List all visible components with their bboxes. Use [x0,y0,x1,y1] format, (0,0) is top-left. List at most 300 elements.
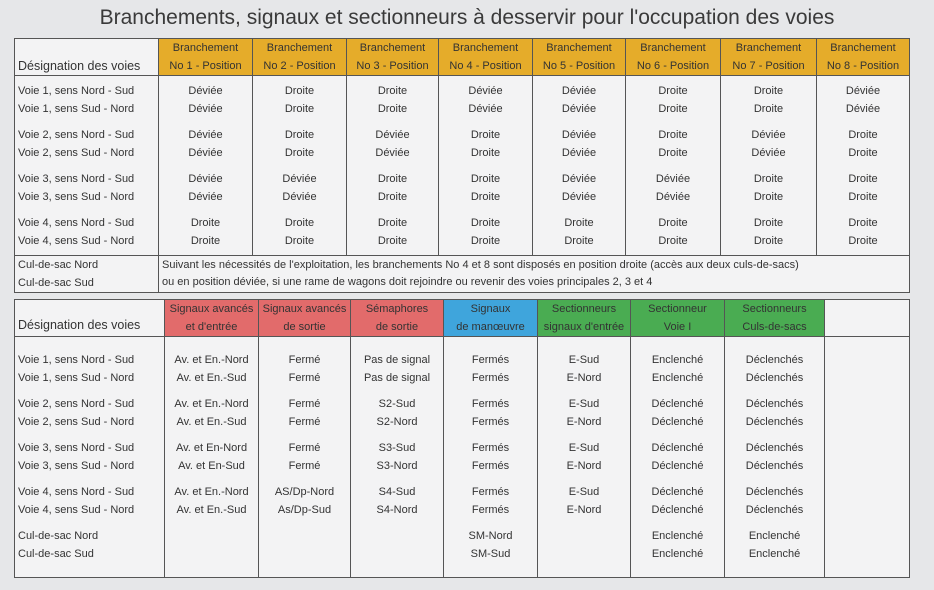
row-label: Voie 4, sens Sud - Nord [18,234,135,247]
row-label: Voie 3, sens Nord - Sud [18,173,135,185]
cell-value: Droite [753,102,784,115]
cell-value [825,440,909,458]
cell-value-stack [253,76,346,250]
cul-labels-cell [15,256,159,293]
data-column [533,76,626,256]
row-gap [351,431,443,440]
cul-label: Cul-de-sac Nord [18,259,99,271]
cell-value: Droite [658,146,688,159]
row-gap [533,118,625,127]
data-column [817,76,910,256]
cell-value: Droite [470,190,501,203]
cell-value: Déclenchés [745,371,804,384]
header-line: Voie I [663,321,692,333]
table-header-row [15,300,910,337]
row-gap [725,475,824,484]
header-line: Culs-de-sacs [742,321,807,333]
cell-value [825,502,909,520]
data-column [825,337,910,578]
column-header [351,300,444,337]
column-header [259,300,351,337]
row-gap [351,387,443,396]
row-gap [351,519,443,528]
cell-value: Pas de signal [363,371,431,384]
row-gap [18,206,158,215]
row-gap [444,475,537,484]
cell-value: AS/Dp-Nord [274,486,335,498]
header-line: Signaux [470,303,511,315]
row-gap [18,118,158,127]
cell-value [825,352,909,370]
cul-de-sac-row [15,256,910,293]
cell-value: Déviée [561,190,597,203]
cell-value: Droite [284,217,315,229]
cell-value: Déviée [561,129,597,141]
cell-value-stack [159,76,252,250]
branchements-table [14,38,910,293]
cell-value: Déviée [375,129,410,141]
cell-value: Déviée [561,146,597,159]
cell-value: Fermé [288,398,321,410]
cell-value: Enclenché [651,547,704,560]
cell-value: Fermé [288,371,321,384]
cell-value: Déviée [188,173,223,185]
cell-value: E-Nord [566,503,602,516]
cell-value: Déviée [751,129,786,141]
cell-value: Déclenché [651,398,704,410]
header-line: Sémaphores [365,303,429,315]
data-column [347,76,439,256]
header-line: Signaux avancés [169,303,254,315]
cell-value: Fermé [288,354,321,366]
cell-value [538,546,630,564]
row-gap [347,162,438,171]
note-line: ou en position déviée, si une rame de wagons doit rejoindre ou revenir des voies principales 2, 3 et 4 [162,276,653,288]
cell-value: Droite [848,173,878,185]
cell-value: Droite [848,129,878,141]
column-header [721,39,817,76]
cell-value: Droite [658,217,688,229]
header-line: No 1 - Position [169,60,242,72]
row-gap [817,206,909,215]
cell-value: Fermés [471,503,510,516]
cell-value: Déclenché [651,486,704,498]
cell-value: Av. et En.-Nord [174,486,249,498]
cell-value: Pas de signal [363,354,431,366]
cell-value: E-Nord [566,415,602,428]
cell-value: Droite [470,146,501,159]
cell-value: SM-Nord [468,530,513,542]
cell-value [825,414,909,432]
cell-value [259,546,350,564]
row-gap [259,387,350,396]
row-gap [439,162,532,171]
header-line: et d'entrée [185,321,238,333]
row-gap [631,387,724,396]
cell-value: Droite [470,173,501,185]
cell-value: Déclenché [651,459,704,472]
cell-value: SM-Sud [470,547,511,560]
header-line: Branchement [172,42,239,54]
cell-value: Enclenché [651,530,704,542]
cell-value [825,370,909,388]
cell-value [825,396,909,414]
cell-value: Droite [377,234,408,247]
cell-value: Av. et En.-Nord [174,354,249,366]
row-gap [165,431,258,440]
column-header [825,300,910,337]
cell-value: Déclenché [651,503,704,516]
cell-value: S2-Nord [376,415,418,428]
cell-value: Déviée [282,190,317,203]
cell-value: Fermé [288,442,321,454]
cell-value: Droite [190,217,221,229]
cell-value [165,528,258,546]
row-label: Voie 4, sens Sud - Nord [18,503,135,516]
row-gap [259,475,350,484]
cell-value: Droite [658,85,688,97]
data-column [439,76,533,256]
header-line: Sectionneur [648,303,707,315]
cell-value: Déviée [561,102,597,115]
cell-value: Fermés [471,371,510,384]
cell-value [259,528,350,546]
cell-value-stack [347,76,438,250]
cell-value: Droite [848,234,878,247]
label-header: Désignation des voies [15,300,165,337]
row-labels-cell [15,337,165,578]
cell-value-stack [825,337,909,563]
cell-value: Droite [377,190,408,203]
row-gap [817,118,909,127]
cell-value: Déviée [561,85,597,97]
cell-value: Droite [284,102,315,115]
row-gap [825,475,909,484]
header-line: signaux d'entrée [543,321,625,333]
header-line: Sectionneurs [551,303,617,315]
cell-value: Déclenchés [745,486,804,498]
cell-value: Fermés [471,354,510,366]
cell-value [538,528,630,546]
cell-value: Déclenchés [745,398,804,410]
row-gap [259,431,350,440]
column-header [538,300,631,337]
data-column [725,337,825,578]
data-column [631,337,725,578]
cell-value: Déclenché [651,442,704,454]
cell-value: Droite [470,129,501,141]
cell-value: E-Nord [566,371,602,384]
row-label-stack [15,337,164,563]
column-header [253,39,347,76]
header-line: Branchement [266,42,333,54]
cell-value: Fermés [471,398,510,410]
row-gap [351,475,443,484]
row-gap [165,475,258,484]
cell-value: Droite [753,234,784,247]
cell-value: As/Dp-Sud [277,503,332,516]
cell-value-stack [538,337,630,563]
cell-value: Droite [284,146,315,159]
row-gap [721,118,816,127]
row-gap [538,475,630,484]
data-column [259,337,351,578]
column-header [725,300,825,337]
table-body-row [15,76,910,256]
row-label: Voie 2, sens Sud - Nord [18,415,135,428]
signaux-table [14,299,910,578]
row-gap [165,387,258,396]
table-header-row [15,39,910,76]
row-gap [631,431,724,440]
row-gap [159,206,252,215]
cell-value: Déviée [375,146,410,159]
row-gap [626,118,720,127]
data-column [626,76,721,256]
row-gap [538,519,630,528]
row-labels-cell [15,76,159,256]
cell-value: Déclenchés [745,442,804,454]
row-gap [626,162,720,171]
row-gap [253,118,346,127]
cul-label: Cul-de-sac Sud [18,276,94,289]
cell-value: Av. et En.-Sud [176,371,247,384]
row-label: Cul-de-sac Nord [18,530,99,542]
cell-value [351,546,443,564]
cell-value: S4-Sud [378,486,416,498]
header-line: de manœuvre [456,321,525,333]
cell-value: S3-Nord [376,459,418,472]
row-label: Voie 4, sens Nord - Sud [18,217,135,229]
row-gap [725,519,824,528]
cell-value-stack [351,337,443,563]
cell-value: E-Sud [568,398,600,410]
header-line: No 7 - Position [732,60,805,72]
row-gap [538,431,630,440]
cell-value: Fermé [288,415,321,428]
cell-value: Droite [284,234,315,247]
row-gap [626,206,720,215]
header-line: Branchement [452,42,519,54]
cell-value: Av. et En.-Sud [176,415,247,428]
cell-value: S4-Nord [376,503,418,516]
row-gap [253,206,346,215]
row-label: Voie 2, sens Sud - Nord [18,146,135,159]
cell-value: Droite [564,234,594,247]
data-column [351,337,444,578]
header-line: No 5 - Position [542,60,616,72]
row-gap [721,206,816,215]
row-gap [165,519,258,528]
header-line: Sectionneurs [742,303,807,315]
cell-value: Droite [377,217,408,229]
page-title: Branchements, signaux et sectionneurs à desservir pour l'occupation des voies [99,6,835,29]
cell-value-stack [626,76,720,250]
note-line: Suivant les nécessités de l'exploitation, les branchements No 4 et 8 sont disposés en position droite (accès aux deux culs-de-sacs) [162,258,799,271]
cell-value: Droite [377,85,408,97]
header-line: No 6 - Position [636,60,710,72]
column-header [159,39,253,76]
cell-value: Déviée [655,190,691,203]
header-line: No 4 - Position [449,60,522,72]
row-gap [439,118,532,127]
cell-value: E-Sud [568,442,600,454]
cell-value: Déviée [468,102,503,115]
cell-value: Droite [190,234,221,247]
header-line: Branchement [735,42,802,54]
row-gap [159,162,252,171]
cell-value: Fermé [288,459,321,472]
column-header [533,39,626,76]
data-column [159,76,253,256]
row-gap [18,475,164,484]
cell-value: Enclenché [651,371,704,384]
cell-value: Droite [753,85,784,97]
column-header [439,39,533,76]
cell-value: Droite [848,146,878,159]
cell-value: Droite [470,234,501,247]
header-line: Branchement [546,42,612,54]
row-gap [347,206,438,215]
row-gap [631,475,724,484]
row-gap [825,387,909,396]
cell-value: Droite [658,102,688,115]
cell-value-stack [817,76,909,250]
cell-value: Av. et En.-Nord [174,398,249,410]
data-column [721,76,817,256]
cell-value: Fermés [471,459,510,472]
cell-value: E-Sud [568,486,600,498]
cell-value: Droite [658,129,688,141]
row-gap [444,519,537,528]
cell-value [825,484,909,502]
row-gap [725,387,824,396]
row-gap [253,162,346,171]
cell-value: Déclenchés [745,415,804,428]
cell-value: Déviée [188,129,223,141]
cell-value: Droite [753,173,784,185]
cell-value: Droite [284,129,315,141]
row-label: Cul-de-sac Sud [18,547,94,560]
row-gap [817,162,909,171]
data-column [444,337,538,578]
cell-value-stack [165,337,258,563]
cell-value: Droite [848,190,878,203]
header-line: No 8 - Position [826,60,900,72]
cell-value: Déviée [655,173,691,185]
cell-value [351,528,443,546]
cell-value [825,458,909,476]
cell-value-stack [721,76,816,250]
row-gap [533,162,625,171]
cell-value: Déviée [845,85,881,97]
row-gap [18,519,164,528]
row-gap [825,519,909,528]
cell-value-stack [533,76,625,250]
row-label: Voie 3, sens Nord - Sud [18,442,135,454]
row-label: Voie 1, sens Sud - Nord [18,102,135,115]
cell-value: Droite [377,173,408,185]
cell-value: Fermés [471,442,510,454]
row-gap [18,162,158,171]
cell-value: Droite [753,217,784,229]
cell-value: Av. et En-Sud [178,459,245,472]
row-label: Voie 3, sens Sud - Nord [18,190,135,203]
cell-value: Déclenchés [745,354,804,366]
cell-value: Droite [753,190,784,203]
row-gap [439,206,532,215]
cell-value: Déviée [188,190,223,203]
row-gap [533,206,625,215]
cell-value: Droite [848,217,878,229]
row-gap [444,431,537,440]
row-label: Voie 2, sens Nord - Sud [18,398,135,410]
cell-value: Déviée [282,173,317,185]
row-label: Voie 1, sens Sud - Nord [18,371,135,384]
cell-value: Déviée [561,173,597,185]
cell-value: Déviée [845,102,881,115]
header-line: Branchement [359,42,426,54]
row-gap [444,387,537,396]
header-line: de sortie [283,321,326,333]
cell-value: Enclenché [748,530,801,542]
header-line: Branchement [830,42,896,54]
header-line: de sortie [375,321,419,333]
cell-value: S2-Sud [378,398,416,410]
table-body-row [15,337,910,578]
cell-value: Déclenchés [745,459,804,472]
row-gap [725,431,824,440]
header-line: No 2 - Position [263,60,336,72]
data-column [165,337,259,578]
cell-value: S3-Sud [378,442,416,454]
row-gap [18,387,164,396]
column-header [347,39,439,76]
cell-value: Enclenché [748,547,801,560]
cell-value: E-Sud [568,354,600,366]
column-header [444,300,538,337]
cell-value: Fermés [471,486,510,498]
row-gap [721,162,816,171]
row-label: Voie 4, sens Nord - Sud [18,486,135,498]
cell-value: Av. et En-Nord [175,442,248,454]
cell-value: Droite [284,85,315,97]
cell-value [825,528,909,546]
row-label: Voie 1, sens Nord - Sud [18,85,135,97]
row-label: Voie 3, sens Sud - Nord [18,459,135,472]
cell-value-stack [631,337,724,563]
cell-value-stack [439,76,532,250]
cell-value [165,546,258,564]
cell-value: Déclenchés [745,503,804,516]
cell-value: Déviée [751,146,786,159]
row-label: Voie 2, sens Nord - Sud [18,129,135,141]
cell-value: Av. et En.-Sud [176,503,247,516]
cell-value: Droite [470,217,501,229]
row-label: Voie 1, sens Nord - Sud [18,354,135,366]
cell-value-stack [725,337,824,563]
cell-value: Déviée [188,85,223,97]
cell-value: Droite [564,217,594,229]
column-header [165,300,259,337]
cell-value: E-Nord [566,459,602,472]
cell-value-stack [444,337,537,563]
row-gap [347,118,438,127]
cell-value: Déclenché [651,415,704,428]
row-gap [631,519,724,528]
data-column [538,337,631,578]
label-header: Désignation des voies [15,39,159,76]
